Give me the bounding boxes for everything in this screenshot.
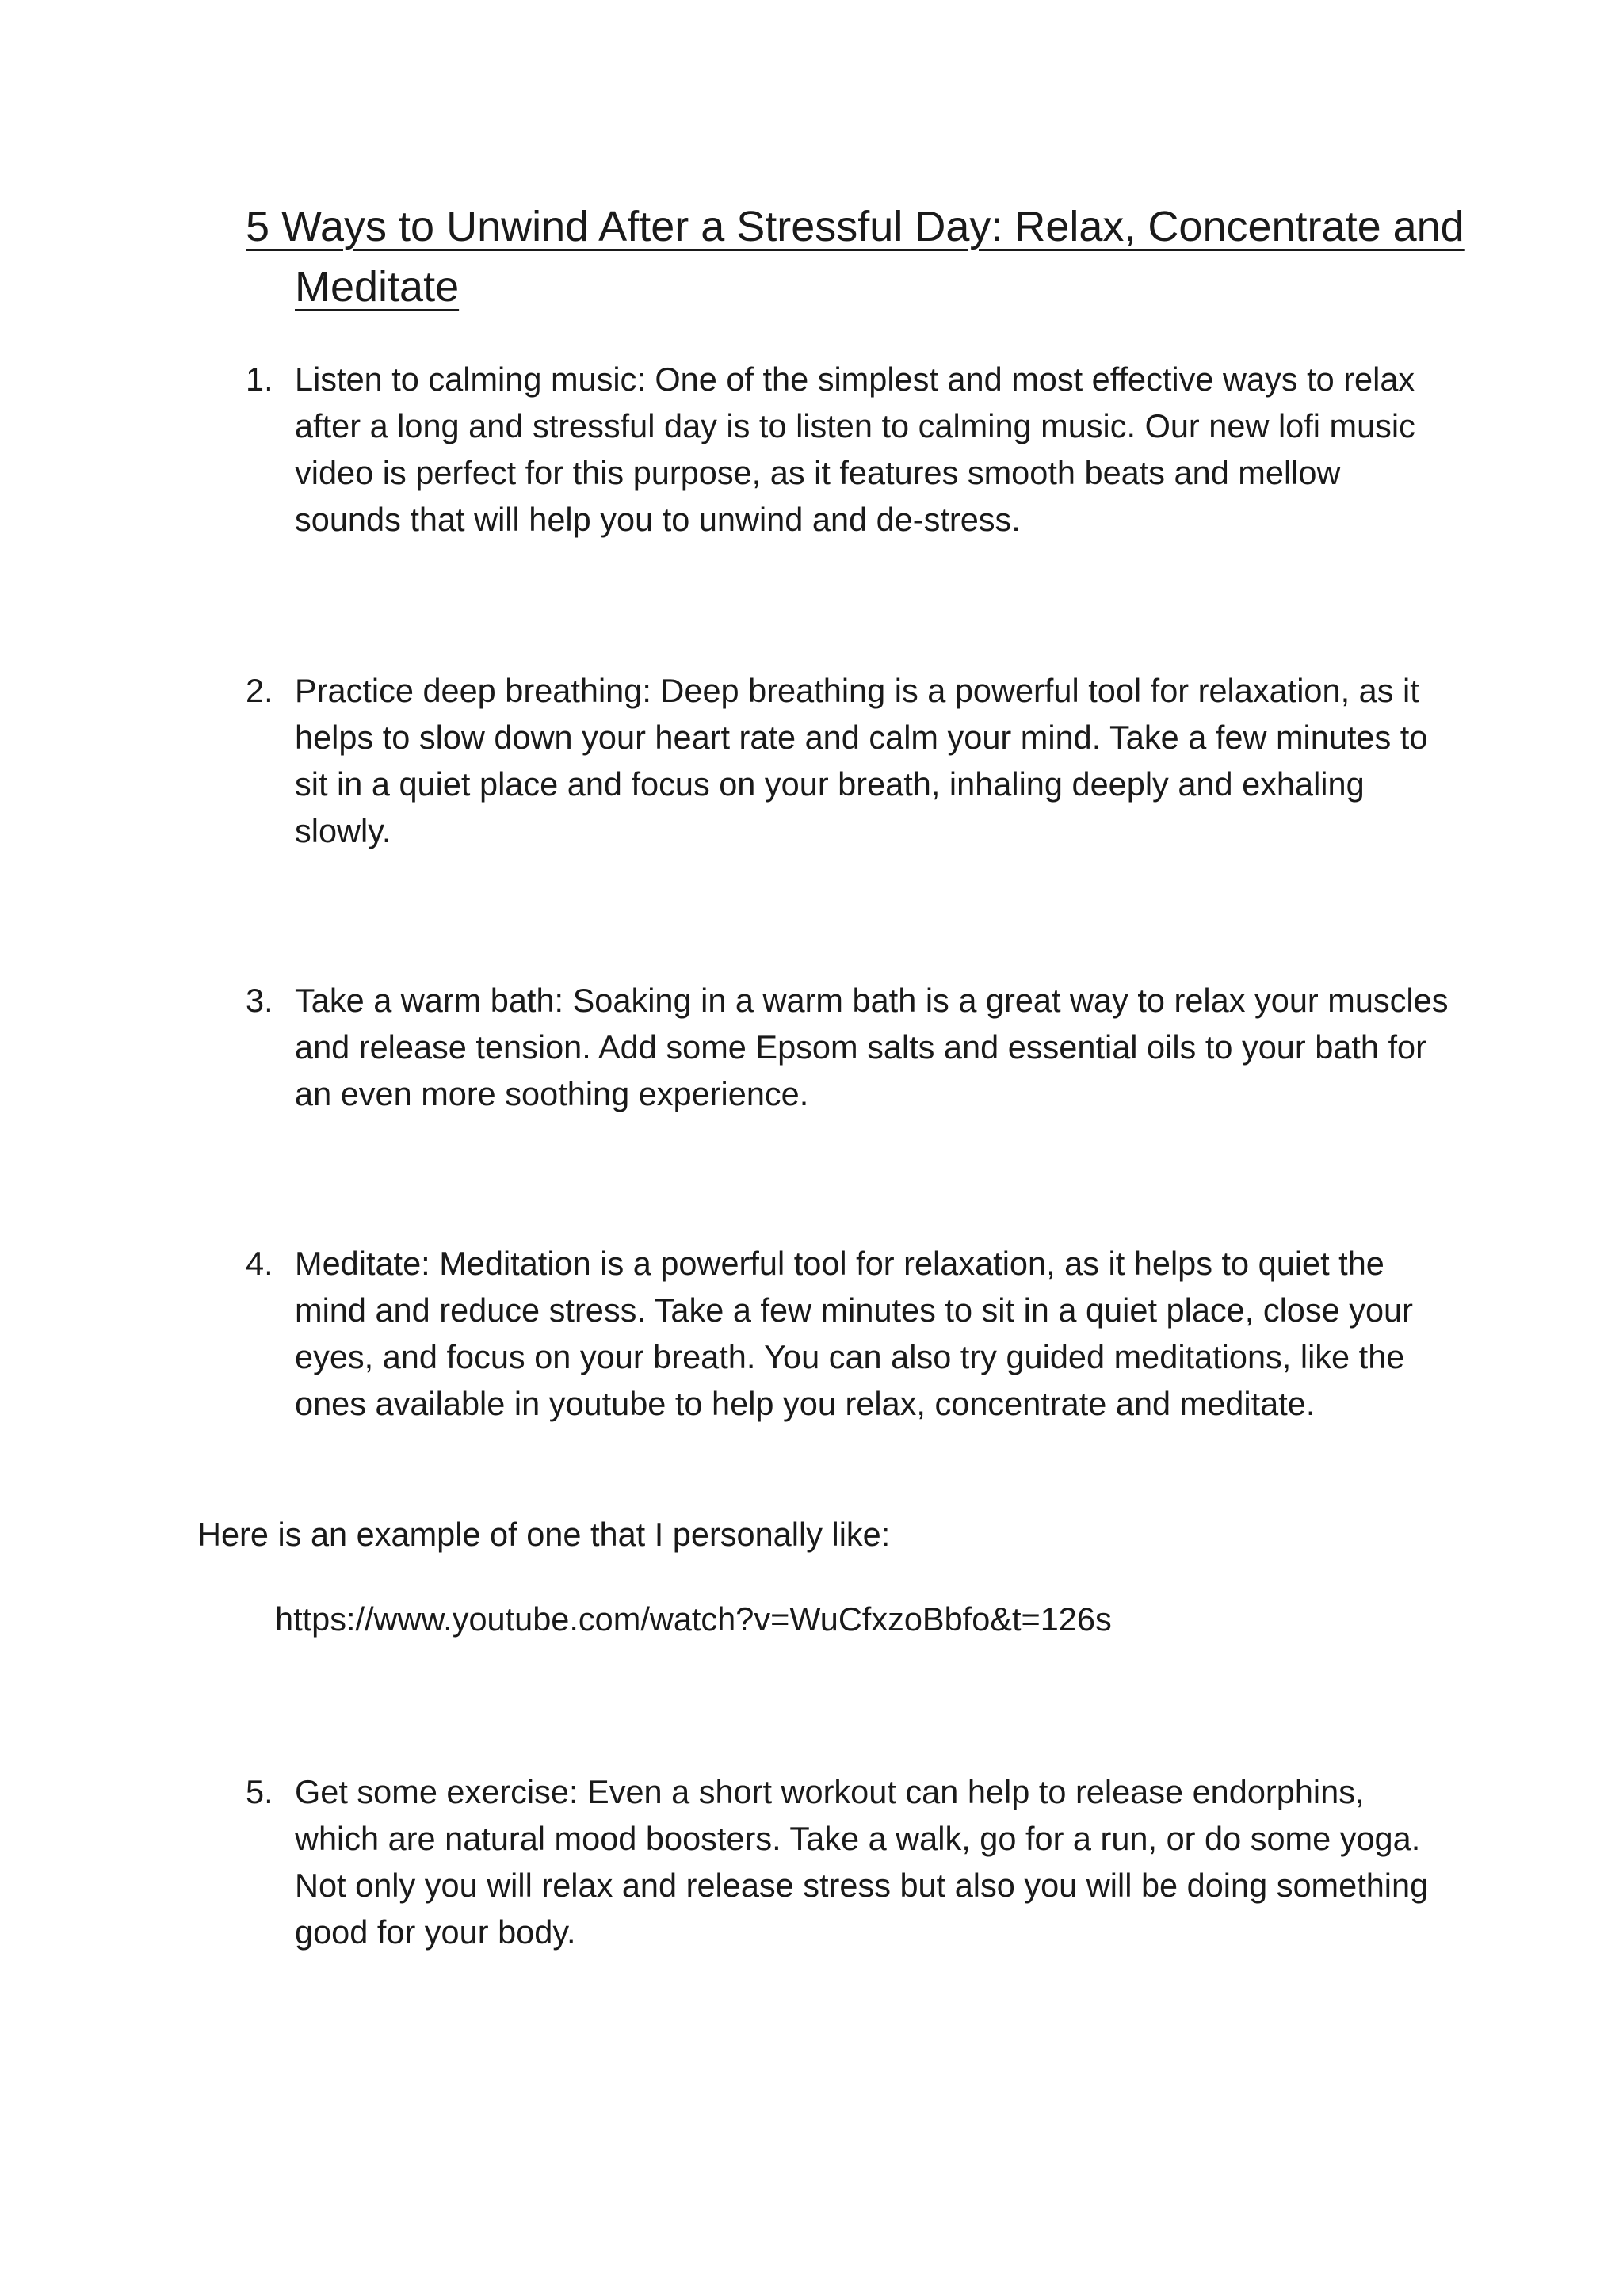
list-item: [246, 667, 1450, 854]
list-item-number: 4.: [246, 1245, 273, 1282]
list-item-number: 5.: [246, 1773, 273, 1810]
list-item-number: 1.: [246, 360, 273, 398]
list-item-number: 2.: [246, 672, 273, 709]
list-item-text: Take a warm bath: Soaking in a warm bath is a great way to relax your muscles and release tension. Add some Epsom salts and essential oils to your bath for an even more soothing experience.: [295, 982, 1449, 1112]
list-item-text: Meditate: Meditation is a powerful tool for relaxation, as it helps to quiet the mind and reduce stress. Take a few minutes to sit in a quiet place, close your eyes, and focus on your breath. You can also try guided meditations, like the ones available in youtube to help you relax, concentrate and meditate.: [295, 1245, 1413, 1422]
list-item-text: Listen to calming music: One of the simplest and most effective ways to relax after a long and stressful day is to listen to calming music. Our new lofi music video is perfect for this purpose, as it features smooth beats and mellow sounds that will help you to unwind and de-stress.: [295, 360, 1415, 538]
list-item: [246, 1240, 1450, 1427]
example-intro-text: Here is an example of one that I personally like:: [197, 1516, 891, 1553]
list-item: [246, 977, 1450, 1117]
list-item-text: Practice deep breathing: Deep breathing is a powerful tool for relaxation, as it helps to slow down your heart rate and calm your mind. Take a few minutes to sit in a quiet place and focus on your breath, inhaling deeply and exhaling slowly.: [295, 672, 1428, 849]
document-title: 5 Ways to Unwind After a Stressful Day: Relax, Concentrate and Meditate: [246, 203, 1465, 311]
list-item: [246, 1768, 1450, 1955]
example-link[interactable]: https://www.youtube.com/watch?v=WuCfxzoBbfo&t=126s: [275, 1600, 1112, 1638]
list-item-number: 3.: [246, 982, 273, 1019]
list-item-text: Get some exercise: Even a short workout can help to release endorphins, which are natural mood boosters. Take a walk, go for a run, or do some yoga. Not only you will relax and release stress but also you will be doing something good for your body.: [295, 1773, 1429, 1951]
list-item: [246, 356, 1450, 543]
